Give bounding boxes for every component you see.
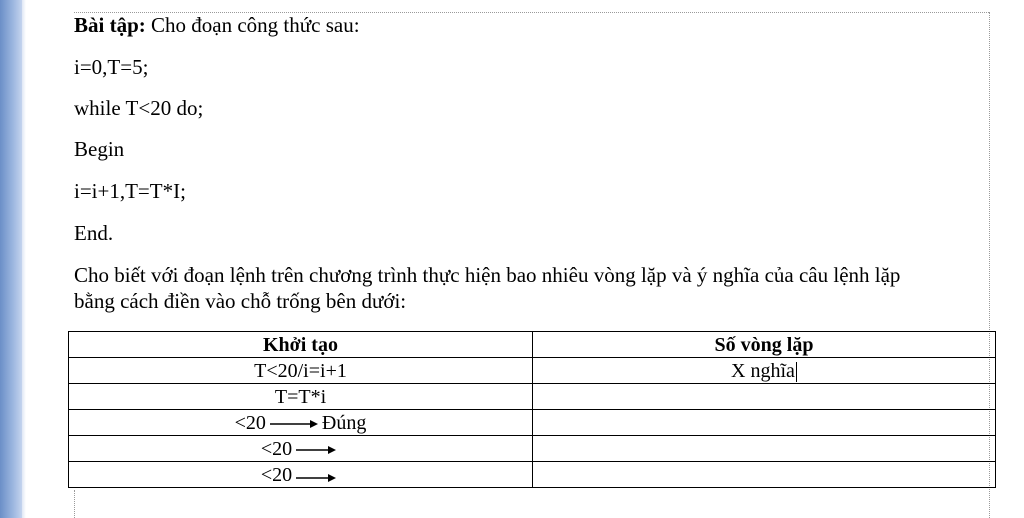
window-left-frame	[0, 0, 22, 518]
exercise-title	[74, 13, 360, 37]
answer-table[interactable]	[68, 331, 996, 488]
page-margin-left-guide	[74, 490, 75, 518]
table-cell-active[interactable]	[533, 358, 996, 384]
table-cell[interactable]: T<20/i=i+1	[69, 358, 533, 384]
right-arrow-icon	[296, 469, 336, 483]
table-row	[69, 410, 996, 436]
table-row	[69, 462, 996, 488]
question-line-1: Cho biết với đoạn lệnh trên chương trình thực hiện bao nhiêu vòng lặp và ý nghĩa của câu lệnh lặp	[74, 263, 901, 287]
question-line-2: bằng cách điền vào chỗ trống bên dưới:	[74, 289, 407, 313]
table-cell[interactable]	[69, 410, 533, 436]
table-cell[interactable]	[533, 462, 996, 488]
table-row	[69, 436, 996, 462]
right-arrow-icon	[296, 444, 336, 456]
table-cell[interactable]	[533, 384, 996, 410]
table-cell[interactable]	[533, 410, 996, 436]
code-line-4: i=i+1,T=T*I;	[74, 179, 186, 203]
table-cell[interactable]	[69, 462, 533, 488]
cell-text: Đúng	[321, 411, 367, 434]
cell-text: <20	[234, 411, 266, 434]
table-header-row	[69, 332, 996, 358]
code-line-5: End.	[74, 221, 114, 245]
right-arrow-icon	[270, 418, 318, 430]
cell-text: <20	[260, 437, 293, 460]
cell-text: <20	[260, 463, 293, 486]
table-row	[69, 384, 996, 410]
header-so-vong-lap[interactable]: Số vòng lặp	[533, 332, 996, 358]
table-row	[69, 358, 996, 384]
code-line-2: while T<20 do;	[74, 96, 204, 120]
exercise-title-text: Cho đoạn công thức sau:	[145, 13, 360, 37]
cell-text: X nghĩa	[731, 359, 795, 382]
code-line-3: Begin	[74, 137, 125, 161]
header-khoi-tao[interactable]: Khởi tạo	[69, 332, 533, 358]
text-cursor	[796, 362, 797, 382]
code-line-1: i=0,T=5;	[74, 55, 149, 79]
exercise-title-bold: Bài tập:	[74, 13, 146, 37]
table-cell[interactable]: T=T*i	[69, 384, 533, 410]
table-cell[interactable]	[69, 436, 533, 462]
table-cell[interactable]	[533, 436, 996, 462]
